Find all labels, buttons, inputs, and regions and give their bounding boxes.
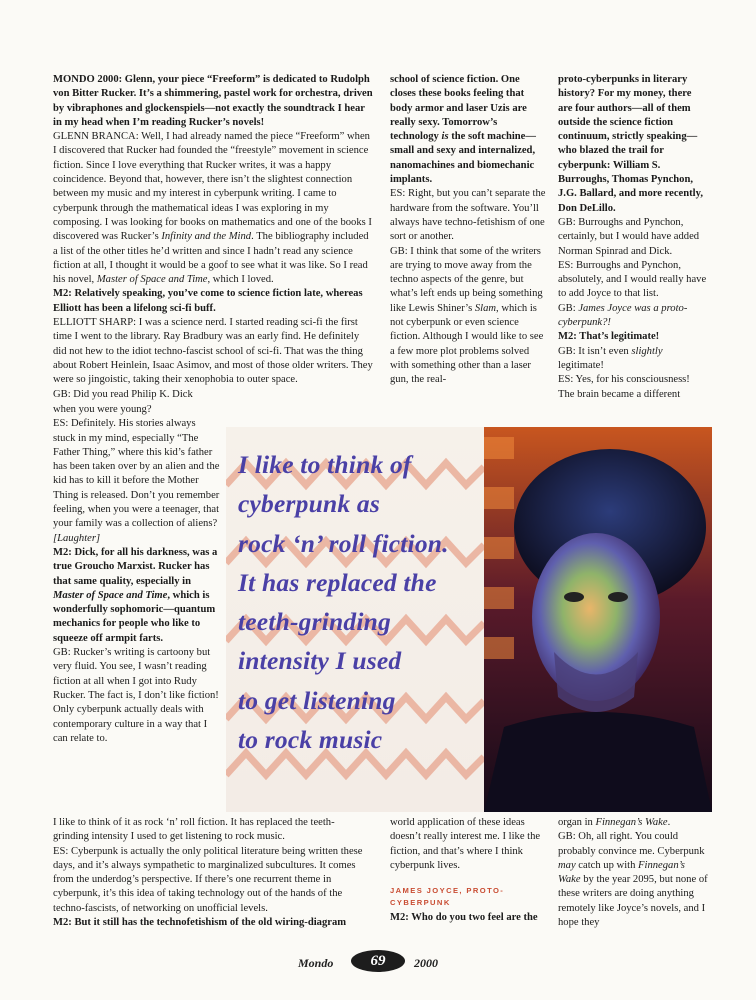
portrait-illustration [484,427,712,812]
paragraph-text: . The bibliography included a list of the other titles he’d written and since I hadn’t read any science fiction at all, I thought it would be a goof to see what it was like. So I read his novel, [53,231,369,286]
article-paragraph [558,216,708,259]
paragraph-text: M2: Who do you two feel are the [390,912,538,924]
article-column-main-top [53,73,375,402]
article-paragraph [53,73,375,130]
paragraph-text: world application of these ideas doesn’t really interest me. I like the fiction, and that’s where I think cyberpunk lives. [390,817,541,871]
article-paragraph [558,830,708,930]
paragraph-text: GB: [558,302,579,314]
article-column-middle-top [390,73,548,388]
italic-text: Finnegan’s Wake [595,817,668,828]
paragraph-text: , which is wonderfully sophomoric—quantum mechanics for people who like to squeeze off armpit farts. [53,589,216,644]
paragraph-text: M2: But it still has the technofetishism of the old wiring-diagram [53,917,347,929]
article-paragraph [558,259,708,302]
paragraph-text: GB: Rucker’s writing is cartoony but very fluid. You see, I wasn’t reading fiction at all when I got into Rudy Rucker. The fact is, I don’t like fiction! Only cyberpunk actually deals with contemporary culture in a way that I can relate to. [53,647,219,744]
article-column-middle-bottom [390,816,548,925]
paragraph-text: ES: Right, but you can’t separate the hardware from the software. You’ll always have techno-fetishism of one sort or another. [390,188,546,243]
paragraph-text: ES: Definitely. His stories always stuck in my mind, especially “The Father Thing,” where this kid’s father has been taken over by an alien and the kid has to kill it before the Mother Thing is released. Don’t you remember feeling, when you were a teenager, that your family was a collection of aliens? [53,418,220,530]
italic-text: is [441,131,449,143]
article-paragraph [53,546,220,646]
article-paragraph [53,403,220,417]
italic-text: Master of Space and Time [53,589,168,601]
paragraph-text: by the year 2095, but none of these writers are doing anything remotely like Joyce’s novels, and I hope they [558,874,708,929]
article-paragraph [390,187,548,244]
article-paragraph [390,245,548,388]
paragraph-text: organ in [558,817,596,828]
article-paragraph [390,816,548,873]
portrait-photo [484,427,712,812]
italic-text: may [558,859,576,871]
italic-text: [Laughter] [53,532,101,544]
article-column-right-top [558,73,708,402]
article-paragraph [53,287,375,316]
paragraph-text: , which I loved. [207,274,274,286]
article-paragraph [53,417,220,546]
italic-text: Slam [474,302,497,314]
paragraph-text: I like to think of it as rock ‘n’ roll fiction. It has replaced the teeth-grinding intensity I used to get listening to rock music. [53,817,335,843]
italic-text: James Joyce was a proto-cyberpunk?! [558,302,688,329]
footer-magazine-name: Mondo [298,956,334,970]
article-paragraph [558,816,708,830]
paragraph-text: when you were young? [53,404,152,415]
paragraph-text: , which is not cyberpunk or even science fiction. Although I would like to see a few more plot problems solved with something other than a laser gun, the real- [390,302,544,386]
paragraph-text: ES: Yes, for his consciousness! The brain became a different [558,374,690,400]
italic-text: Master of Space and Time [96,274,208,286]
article-paragraph [558,373,708,402]
pullquote-panel [226,427,484,812]
paragraph-text: catch up with [575,859,639,871]
article-paragraph [53,316,375,387]
article-paragraph [53,816,363,845]
pullquote-line: cyberpunk as [238,489,380,519]
article-paragraph [558,302,708,331]
article-paragraph [53,916,363,930]
pullquote-line: to rock music [238,725,383,755]
article-paragraph [53,646,220,746]
article-paragraph [390,73,548,187]
article-paragraph [558,330,708,344]
page-footer [0,950,756,976]
pullquote-text [238,445,478,759]
pullquote-line: I like to think of [238,450,412,479]
paragraph-text: GB: Burroughs and Pynchon, certainly, but I would have added Norman Spinrad and Dick. [558,216,700,257]
article-paragraph [53,845,363,916]
pullquote-line: It has replaced the [238,567,437,597]
pullquote-line: intensity I used [238,646,402,676]
paragraph-text: school of science fiction. One closes these books feeling that body armor and laser Uzis are really sexy. Tomorrow’s technology [390,74,527,143]
pullquote-line: rock ‘n’ roll fiction. [238,528,449,558]
paragraph-text: GB: Oh, all right. You could probably convince me. Cyberpunk [558,831,705,857]
paragraph-text: GB: It isn’t even [558,345,632,357]
article-paragraph [558,73,708,216]
paragraph-text: M2: That’s legitimate! [558,331,660,343]
article-column-main-left [53,403,220,746]
article-column-main-bottom [53,816,363,930]
paragraph-text: GB: I think that some of the writers are trying to move away from the techno aspects of the genre, but what’s left ends up being something like Lewis Shiner’s [390,245,543,314]
paragraph-text: GLENN BRANCA: Well, I had already named the piece “Freeform” when I discovered that Rucker had founded the “freestyle” movement in science fiction. Since I love everything that Rucker writes, it was a happy coincidence. Beyond that, however, there isn’t the slightest connection between my music and my interest in cyberpunk writing. I came to cyberpunk through the mathematical ideas I was exploring in my composing. I was looking for books on mathematics and one of the books I discovered was Rucker’s [53,131,372,243]
article-column-right-bottom [558,816,708,930]
paragraph-text: . [667,817,671,828]
italic-text: Infinity and the Mind [161,231,252,243]
paragraph-text: legitimate! [558,359,604,371]
paragraph-text: ELLIOTT SHARP: I was a science nerd. I started reading sci-fi the first time I went to the library. Ray Bradbury was an early find. He definitely did not hew to the idiot techno-fascist school of sci-fi. That was the thing about Robert Heinlein, Isaac Asimov, and most of those older writers. They were so jingoistic, taking their xenophobia to outer space. [53,317,373,386]
footer-year: 2000 [414,956,438,970]
paragraph-text: GB: Did you read Philip K. Dick [53,388,193,400]
article-paragraph [53,388,375,402]
paragraph-text: the soft machine—small and sexy and internalized, nanomachines and biomechanic implants. [390,131,536,186]
italic-text: Finnegan’s Wake [558,859,685,886]
paragraph-text: ES: Burroughs and Pynchon, absolutely, and I would really have to add Joyce to that list. [558,259,707,300]
paragraph-text: JAMES JOYCE, PROTO-CYBERPUNK [390,886,505,908]
pullquote-line: teeth-grinding [238,607,391,637]
paragraph-text: ES: Cyberpunk is actually the only political literature being written these days, and it’s always sympathetic to marginalized subcultures. It comes from the underdog’s perspective. If there’s one recurrent theme in cyberpunk, it’s this idea of taking technology out of the hands of the techno-fascists, of networking on unofficial levels. [53,845,363,914]
page-number: 69 [351,950,405,972]
paragraph-text: proto-cyberpunks in literary history? For my money, there are four authors—all of them outside the science fiction continuum, strictly speaking—who blazed the trail for cyberpunk: William S. Burroughs, Thomas Pynchon, J.G. Ballard, and more recently, Don DeLillo. [558,74,703,214]
article-paragraph [558,345,708,374]
photo-caption [390,885,548,909]
article-paragraph [53,130,375,287]
paragraph-text: M2: Relatively speaking, you’ve come to science fiction late, whereas Elliott has been a lifelong sci-fi buff. [53,288,363,314]
italic-text: slightly [631,345,663,357]
pullquote-line: to get listening [238,685,396,715]
paragraph-text: M2: Dick, for all his darkness, was a true Groucho Marxist. Rucker has that same quality, especially in [53,546,218,587]
article-paragraph [390,911,548,925]
paragraph-text: MONDO 2000: Glenn, your piece “Freeform” is dedicated to Rudolph von Bitter Rucker. It’s a shimmering, pastel work for orchestra, driven by vibraphones and glockenspiels—not exactly the soundtrack I hear in my head when I’m reading Rucker’s novels! [53,74,373,128]
